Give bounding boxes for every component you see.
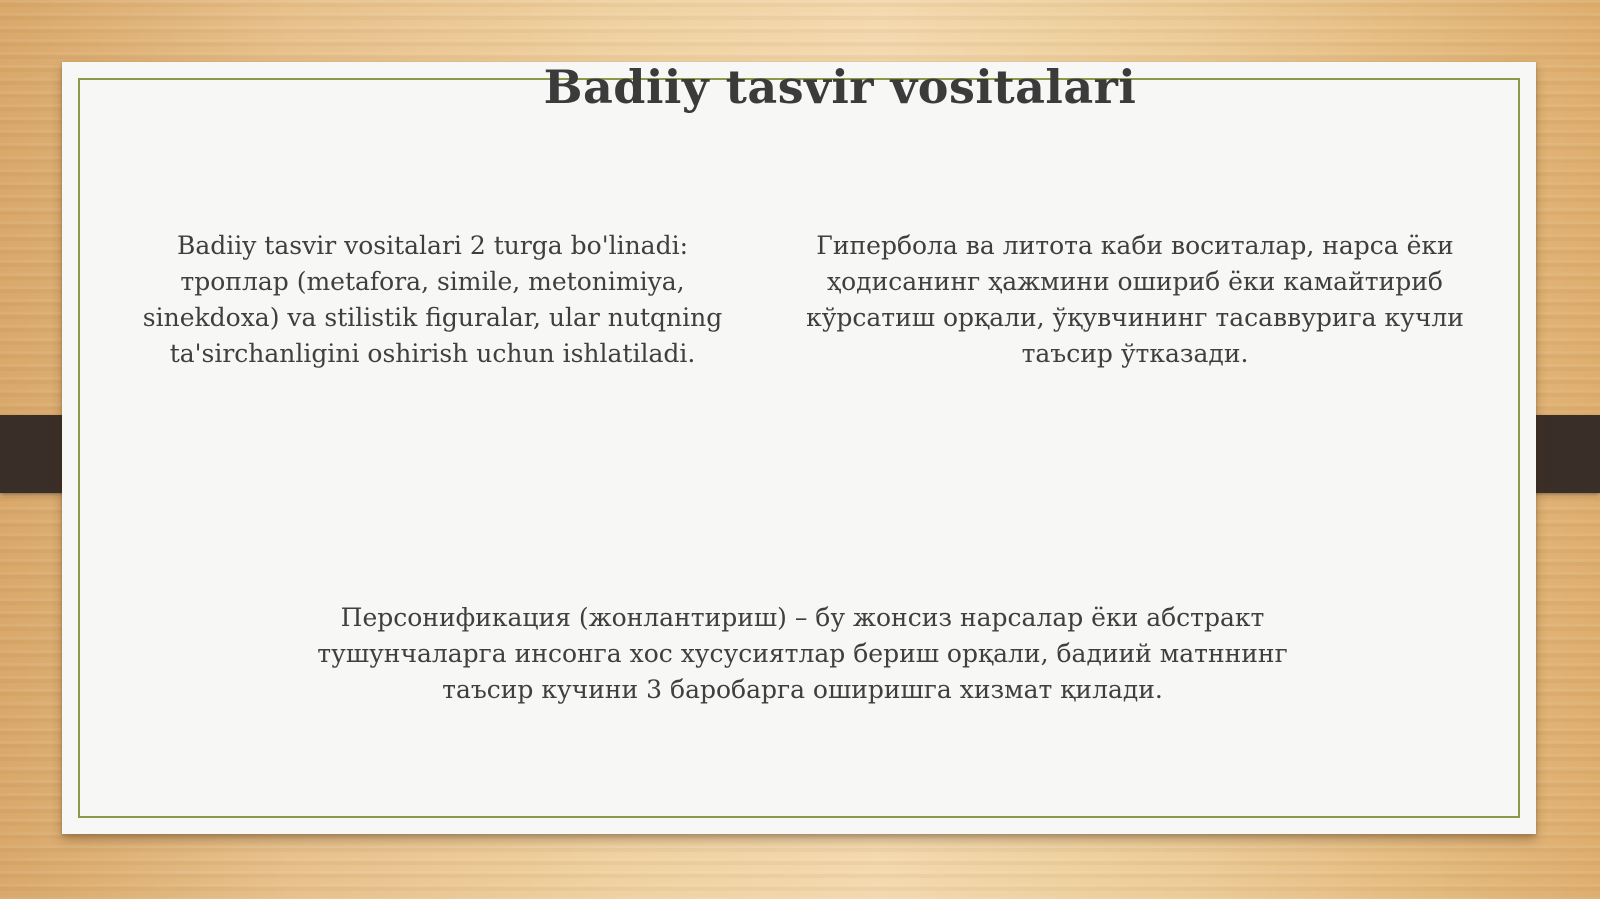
bottom-text-block: Персонификация (жонлантириш) – бу жонсиз нарсалар ёки абстракт тушунчаларга инсонга хос хусусиятлар бериш орқали, бадиий матннинг таъсир кучини 3 баробарга оширишга хизмат қилади. — [317, 603, 1288, 704]
right-text-block: Гипербола ва литота каби воситалар, нарса ёки ҳодисанинг ҳажмини ошириб ёки камайтириб кўрсатиш орқали, ўқувчининг тасаввурига кучли таъсир ўтказади. — [806, 231, 1464, 368]
left-text-block: Badiiy tasvir vositalari 2 turga bo'linadi: троплар (metafora, simile, metonimiya, sinekdoxa) va stilistik figuralar, ular nutqning ta'sirchanligini oshirish uchun ishlatiladi. — [142, 231, 723, 368]
slide-card — [62, 62, 1536, 834]
slide-title: Badiiy tasvir vositalari — [543, 60, 1137, 114]
